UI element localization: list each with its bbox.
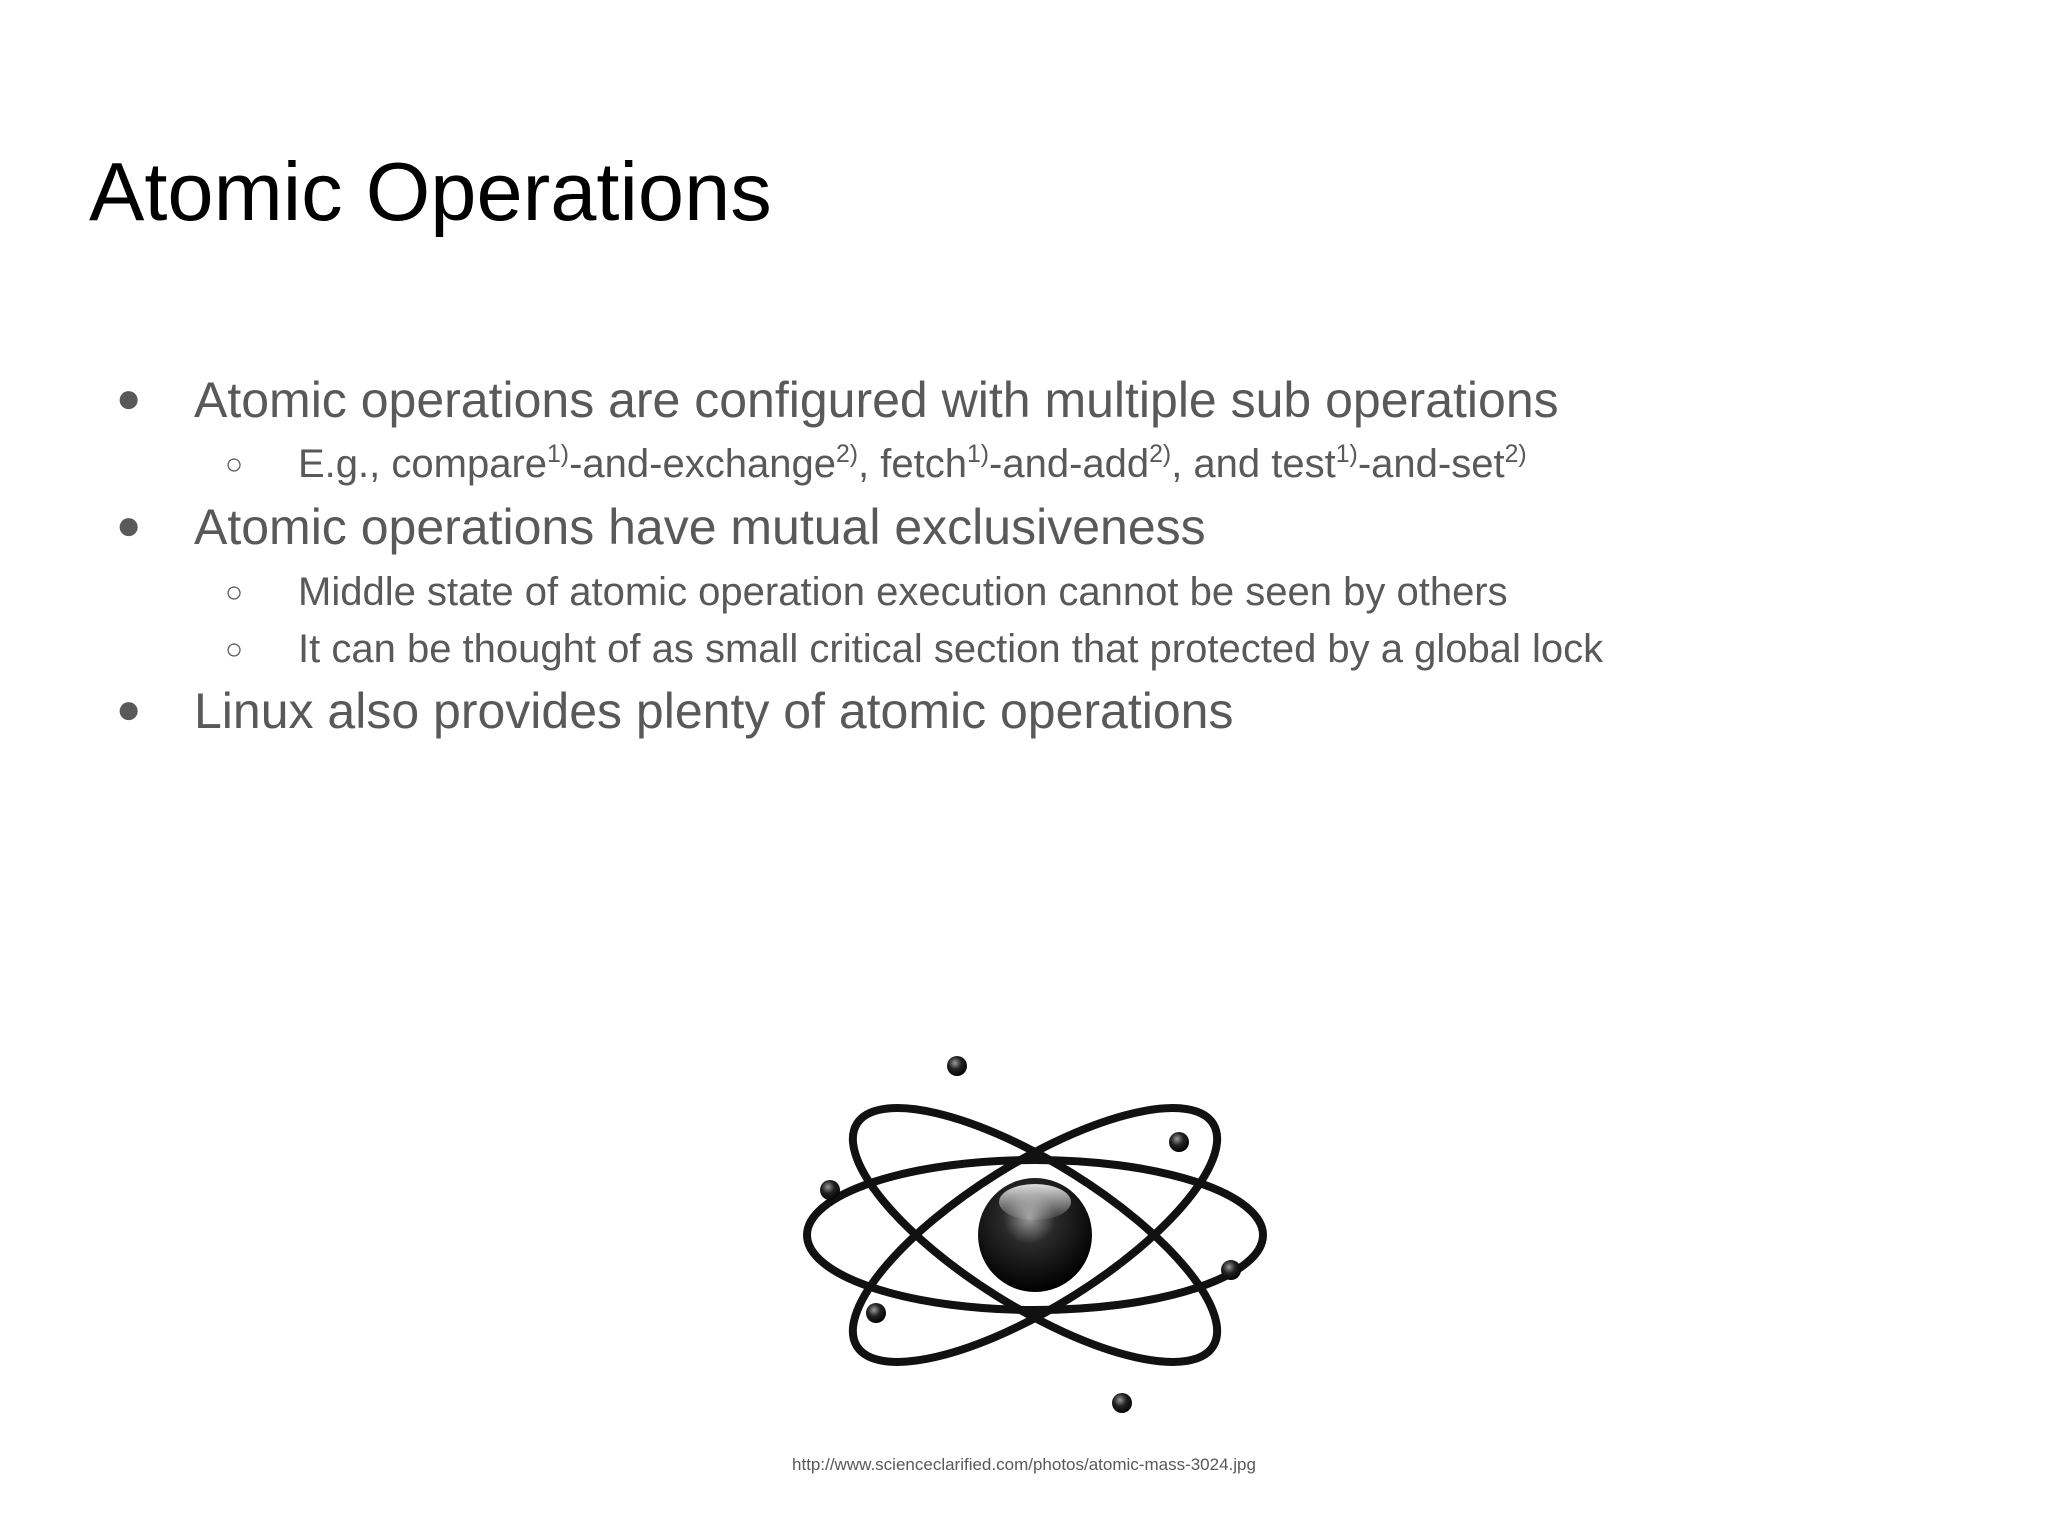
bullet-item: [116, 499, 1206, 555]
sub-bullet-marker: ○: [225, 633, 244, 666]
text-run: E.g., compare: [298, 442, 548, 486]
text-run: , and test: [1171, 442, 1336, 486]
sub-bullet-text: It can be thought of as small critical section that protected by a global lock: [298, 627, 1604, 671]
footnote-marker: 2): [835, 440, 858, 468]
image-source-caption: http://www.scienceclarified.com/photos/atomic-mass-3024.jpg: [792, 1455, 1256, 1474]
bullet-marker: ●: [116, 501, 142, 548]
bullet-text: Atomic operations are configured with multiple sub operations: [194, 372, 1559, 428]
bullet-text: Atomic operations have mutual exclusiveness: [194, 499, 1206, 555]
sub-bullet-marker: ○: [225, 576, 244, 609]
slide-title: Atomic Operations: [89, 145, 772, 238]
sub-bullet-text: Middle state of atomic operation execution cannot be seen by others: [298, 570, 1508, 614]
text-run: -and-exchange: [569, 442, 836, 486]
bullet-text: Linux also provides plenty of atomic operations: [194, 683, 1234, 739]
bullet-item: [116, 372, 1559, 428]
nucleus: [978, 1178, 1092, 1292]
sub-bullet-marker: ○: [225, 448, 244, 481]
sub-bullet-item: [225, 570, 1508, 614]
bullet-marker: ●: [116, 685, 142, 732]
footnote-marker: 2): [1149, 440, 1172, 468]
footnote-marker: 1): [1335, 440, 1358, 468]
bullet-marker: ●: [116, 374, 142, 421]
footnote-marker: 1): [966, 440, 990, 468]
text-run: , fetch: [858, 442, 967, 486]
text-run: -and-add: [989, 442, 1150, 486]
atom-icon: [790, 1030, 1270, 1430]
footnote-marker: 2): [1504, 440, 1527, 468]
text-run: -and-set: [1357, 442, 1505, 486]
sub-bullet-text: [298, 442, 1527, 486]
sub-bullet-item: [225, 627, 1604, 671]
sub-bullet-item: [225, 440, 1527, 486]
bullet-item: [116, 683, 1234, 739]
footnote-marker: 1): [547, 440, 570, 468]
